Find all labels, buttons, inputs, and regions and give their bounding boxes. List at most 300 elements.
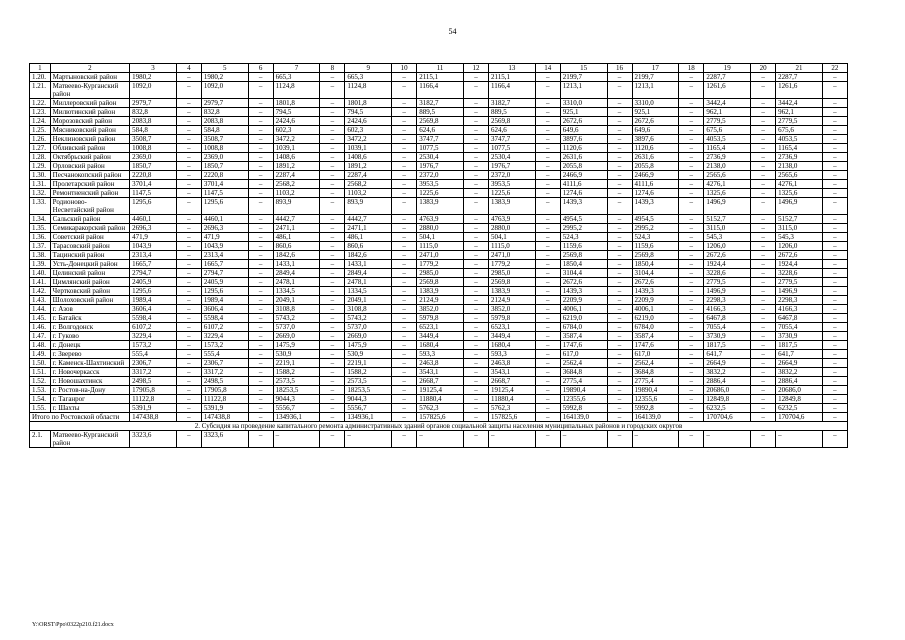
value-cell: 2995,2 [632, 224, 679, 233]
value-cell: 1213,1 [560, 82, 607, 99]
table-row [30, 242, 848, 251]
value-cell: – [751, 323, 776, 332]
value-cell: – [679, 296, 704, 305]
value-cell: 675,6 [704, 126, 751, 135]
row-number: 1.43. [30, 296, 51, 305]
value-cell: 2672,6 [560, 117, 607, 126]
value-cell: 1043,9 [130, 242, 177, 251]
value-cell: – [822, 242, 847, 251]
value-cell: 2794,7 [201, 269, 248, 278]
value-cell: 3606,4 [130, 305, 177, 314]
value-cell: – [751, 162, 776, 171]
value-cell: – [320, 233, 345, 242]
value-cell: – [822, 332, 847, 341]
value-cell: 675,6 [776, 126, 823, 135]
value-cell: – [176, 359, 201, 368]
value-cell: – [320, 359, 345, 368]
value-cell: 3543,1 [417, 368, 464, 377]
value-cell: – [392, 350, 417, 359]
value-cell: 3310,0 [560, 99, 607, 108]
value-cell: – [176, 171, 201, 180]
value-cell: 1496,9 [776, 198, 823, 215]
value-cell: 1008,8 [130, 144, 177, 153]
value-cell: 2849,4 [345, 269, 392, 278]
value-cell: – [463, 413, 488, 422]
value-cell: 18253,5 [273, 386, 320, 395]
column-number: 21 [776, 64, 823, 73]
value-cell: – [392, 82, 417, 99]
value-cell: – [607, 189, 632, 198]
value-cell: 1295,6 [130, 198, 177, 215]
table-row [30, 305, 848, 314]
column-number: 18 [679, 64, 704, 73]
value-cell: 1213,1 [632, 82, 679, 99]
row-number: 1.27. [30, 144, 51, 153]
value-cell: 3310,0 [632, 99, 679, 108]
value-cell: 6523,1 [417, 323, 464, 332]
value-cell: 5391,9 [130, 404, 177, 413]
value-cell: – [320, 180, 345, 189]
value-cell: – [392, 198, 417, 215]
value-cell: – [248, 233, 273, 242]
value-cell: 2779,5 [704, 117, 751, 126]
value-cell: 164139,0 [632, 413, 679, 422]
value-cell: – [320, 126, 345, 135]
value-cell: 1166,4 [417, 82, 464, 99]
value-cell: – [822, 251, 847, 260]
value-cell: 2115,1 [488, 73, 535, 82]
column-number: 2 [50, 64, 129, 73]
value-cell: 1092,0 [130, 82, 177, 99]
row-name: Семикаракорский район [50, 224, 129, 233]
value-cell: 5556,7 [345, 404, 392, 413]
value-cell: – [679, 108, 704, 117]
value-cell: – [463, 233, 488, 242]
value-cell: 524,3 [560, 233, 607, 242]
value-cell: 1496,9 [776, 287, 823, 296]
value-cell: – [679, 386, 704, 395]
row-name: Цимлянский район [50, 278, 129, 287]
value-cell: 5737,0 [345, 323, 392, 332]
table-row [30, 260, 848, 269]
value-cell: – [320, 171, 345, 180]
value-cell: – [535, 377, 560, 386]
value-cell: – [751, 180, 776, 189]
value-cell: – [751, 368, 776, 377]
value-cell: – [463, 224, 488, 233]
table-row [30, 269, 848, 278]
value-cell: 17905,8 [130, 386, 177, 395]
value-cell: 649,6 [632, 126, 679, 135]
value-cell: 2424,6 [345, 117, 392, 126]
value-cell: 584,8 [201, 126, 248, 135]
value-cell: 4006,1 [632, 305, 679, 314]
value-cell: – [751, 377, 776, 386]
value-cell: – [607, 287, 632, 296]
value-cell: 2055,8 [632, 162, 679, 171]
value-cell: 1588,2 [273, 368, 320, 377]
value-cell: – [392, 189, 417, 198]
value-cell: 2049,1 [345, 296, 392, 305]
value-cell: 4111,6 [632, 180, 679, 189]
value-cell: – [679, 395, 704, 404]
column-number: 1 [30, 64, 51, 73]
value-cell: – [535, 269, 560, 278]
value-cell: 925,1 [560, 108, 607, 117]
column-number: 7 [273, 64, 320, 73]
value-cell: 5391,9 [201, 404, 248, 413]
value-cell: 5743,2 [345, 314, 392, 323]
row-number: 1.21. [30, 82, 51, 99]
value-cell: 1383,9 [417, 198, 464, 215]
value-cell: – [751, 395, 776, 404]
value-cell: 1408,6 [273, 153, 320, 162]
value-cell: – [822, 224, 847, 233]
table-row [30, 278, 848, 287]
value-cell: 3587,4 [560, 332, 607, 341]
value-cell: 2672,6 [704, 251, 751, 260]
value-cell: – [535, 82, 560, 99]
value-cell: – [679, 189, 704, 198]
value-cell: – [751, 296, 776, 305]
value-cell: – [176, 341, 201, 350]
value-cell: 3108,8 [345, 305, 392, 314]
budget-table [29, 63, 848, 448]
value-cell: 1120,6 [632, 144, 679, 153]
value-cell: – [176, 386, 201, 395]
value-cell: – [463, 242, 488, 251]
value-cell: 641,7 [704, 350, 751, 359]
value-cell: – [176, 135, 201, 144]
row-number: 1.31. [30, 180, 51, 189]
value-cell: – [535, 126, 560, 135]
value-cell: – [463, 323, 488, 332]
row-name: Сальский район [50, 215, 129, 224]
value-cell: 2664,9 [776, 359, 823, 368]
row-name: г. Азов [50, 305, 129, 314]
value-cell: 524,3 [632, 233, 679, 242]
value-cell: – [248, 368, 273, 377]
file-path: Y:\ORST\Ppo\0322p210.f21.docx [32, 622, 114, 628]
value-cell: 2463,8 [488, 359, 535, 368]
row-number: 1.34. [30, 215, 51, 224]
row-number: 1.33. [30, 198, 51, 215]
row-number: 1.39. [30, 260, 51, 269]
value-cell: – [535, 341, 560, 350]
value-cell: 3115,0 [704, 224, 751, 233]
value-cell: 2115,1 [417, 73, 464, 82]
value-cell: – [463, 153, 488, 162]
table-row [30, 359, 848, 368]
table-row [30, 171, 848, 180]
value-cell: 2886,4 [704, 377, 751, 386]
value-cell: 2562,4 [632, 359, 679, 368]
value-cell: – [822, 287, 847, 296]
value-cell: – [751, 108, 776, 117]
value-cell: – [248, 82, 273, 99]
row-number: 1.25. [30, 126, 51, 135]
value-cell: 1989,4 [201, 296, 248, 305]
value-cell: 3701,4 [201, 180, 248, 189]
value-cell: – [822, 314, 847, 323]
value-cell: 1924,4 [704, 260, 751, 269]
value-cell: 3730,9 [776, 332, 823, 341]
value-cell: 3115,0 [776, 224, 823, 233]
value-cell: 2880,0 [417, 224, 464, 233]
value-cell: – [607, 144, 632, 153]
value-cell: – [392, 73, 417, 82]
value-cell: 6784,0 [632, 323, 679, 332]
value-cell: 1383,9 [488, 287, 535, 296]
value-cell: 1325,6 [704, 189, 751, 198]
value-cell: – [751, 404, 776, 413]
value-cell: – [176, 377, 201, 386]
value-cell: 1573,2 [130, 341, 177, 350]
value-cell: – [535, 251, 560, 260]
value-cell: – [176, 251, 201, 260]
value-cell: – [248, 215, 273, 224]
value-cell: 2471,0 [488, 251, 535, 260]
value-cell: – [607, 332, 632, 341]
value-cell: – [535, 404, 560, 413]
table-row [30, 82, 848, 99]
table-row [30, 296, 848, 305]
value-cell: – [176, 296, 201, 305]
value-cell: 1334,5 [345, 287, 392, 296]
value-cell: 2573,5 [345, 377, 392, 386]
value-cell: – [822, 126, 847, 135]
value-cell: – [320, 82, 345, 99]
value-cell: – [248, 73, 273, 82]
value-cell: – [320, 368, 345, 377]
value-cell: – [392, 108, 417, 117]
value-cell: 6784,0 [560, 323, 607, 332]
value-cell: 1573,2 [201, 341, 248, 350]
column-number: 11 [417, 64, 464, 73]
value-cell: 1588,2 [345, 368, 392, 377]
value-cell: 1039,1 [345, 144, 392, 153]
value-cell: – [822, 198, 847, 215]
value-cell: – [822, 404, 847, 413]
column-number: 10 [392, 64, 417, 73]
value-cell: 3701,4 [130, 180, 177, 189]
value-cell: 2424,6 [273, 117, 320, 126]
value-cell: 3730,9 [704, 332, 751, 341]
value-cell: 1039,1 [273, 144, 320, 153]
value-cell: – [320, 162, 345, 171]
value-cell: – [248, 153, 273, 162]
value-cell: 1779,2 [417, 260, 464, 269]
value-cell: – [248, 180, 273, 189]
value-cell: – [273, 431, 320, 448]
row-name: г. Гуково [50, 332, 129, 341]
value-cell: 3108,8 [273, 305, 320, 314]
table-row [30, 153, 848, 162]
row-number: 1.46. [30, 323, 51, 332]
value-cell: 11122,8 [130, 395, 177, 404]
value-cell: 5992,8 [560, 404, 607, 413]
value-cell: – [535, 189, 560, 198]
value-cell: 1439,3 [560, 198, 607, 215]
value-cell: 2880,0 [488, 224, 535, 233]
value-cell: – [463, 73, 488, 82]
value-cell: – [463, 99, 488, 108]
value-cell: 1680,4 [488, 341, 535, 350]
value-cell: 3852,0 [417, 305, 464, 314]
row-name: Пролетарский район [50, 180, 129, 189]
value-cell: – [751, 198, 776, 215]
value-cell: – [822, 305, 847, 314]
value-cell: 5762,3 [488, 404, 535, 413]
column-number: 4 [176, 64, 201, 73]
value-cell: – [248, 305, 273, 314]
value-cell: – [607, 126, 632, 135]
value-cell: 2979,7 [201, 99, 248, 108]
value-cell: – [535, 431, 560, 448]
value-cell: 1850,4 [632, 260, 679, 269]
value-cell: 889,5 [417, 108, 464, 117]
value-cell: 147438,8 [201, 413, 248, 422]
value-cell: – [535, 296, 560, 305]
value-cell: 2565,6 [704, 171, 751, 180]
value-cell: – [463, 341, 488, 350]
value-cell: – [607, 135, 632, 144]
value-cell: – [822, 108, 847, 117]
value-cell: 1295,6 [201, 287, 248, 296]
value-cell: 2498,5 [201, 377, 248, 386]
value-cell: 2306,7 [201, 359, 248, 368]
value-cell: – [392, 305, 417, 314]
value-cell: 1383,9 [417, 287, 464, 296]
value-cell: 602,3 [345, 126, 392, 135]
value-cell: 832,8 [130, 108, 177, 117]
value-cell: – [248, 99, 273, 108]
value-cell: – [822, 350, 847, 359]
value-cell: – [679, 431, 704, 448]
value-cell: 1166,4 [488, 82, 535, 99]
value-cell: – [463, 162, 488, 171]
value-cell: – [320, 305, 345, 314]
value-cell: – [822, 135, 847, 144]
value-cell: – [392, 180, 417, 189]
value-cell: – [463, 117, 488, 126]
value-cell: 9044,3 [273, 395, 320, 404]
value-cell: – [679, 341, 704, 350]
value-cell: – [248, 359, 273, 368]
value-cell: 545,3 [776, 233, 823, 242]
row-number: 1.55. [30, 404, 51, 413]
row-number: 1.45. [30, 314, 51, 323]
value-cell: – [751, 233, 776, 242]
value-cell: – [822, 368, 847, 377]
value-cell: 2287,7 [704, 73, 751, 82]
value-cell: 3449,4 [488, 332, 535, 341]
value-cell: 4006,1 [560, 305, 607, 314]
value-cell: 4053,5 [776, 135, 823, 144]
section-title: 2. Субсидия на проведение капитального ремонта административных зданий органов социальной защиты населения муниципальных районов и городских округов [30, 422, 848, 431]
value-cell: 1092,0 [201, 82, 248, 99]
value-cell: – [535, 135, 560, 144]
table-row [30, 350, 848, 359]
table-row [30, 377, 848, 386]
value-cell: – [679, 198, 704, 215]
value-cell: – [822, 341, 847, 350]
value-cell: 3953,5 [417, 180, 464, 189]
value-cell: 3684,8 [632, 368, 679, 377]
value-cell: – [751, 413, 776, 422]
value-cell: – [320, 73, 345, 82]
value-cell: – [463, 296, 488, 305]
row-name: Песчанокопский район [50, 171, 129, 180]
value-cell: – [392, 314, 417, 323]
value-cell: – [751, 350, 776, 359]
value-cell: – [417, 431, 464, 448]
value-cell: 2471,0 [417, 251, 464, 260]
value-cell: – [320, 117, 345, 126]
value-cell: 4763,9 [488, 215, 535, 224]
value-cell: – [607, 73, 632, 82]
value-cell: – [463, 144, 488, 153]
column-number: 15 [560, 64, 607, 73]
value-cell: – [535, 171, 560, 180]
value-cell: – [822, 215, 847, 224]
value-cell: 1433,1 [345, 260, 392, 269]
value-cell: – [679, 242, 704, 251]
value-cell: 3897,6 [632, 135, 679, 144]
value-cell: 11880,4 [488, 395, 535, 404]
value-cell: – [535, 350, 560, 359]
value-cell: 1439,3 [632, 198, 679, 215]
value-cell: 1295,6 [201, 198, 248, 215]
value-cell: – [392, 323, 417, 332]
column-number: 22 [822, 64, 847, 73]
value-cell: – [248, 386, 273, 395]
value-cell: – [392, 171, 417, 180]
value-cell: – [751, 215, 776, 224]
value-cell: – [248, 242, 273, 251]
value-cell: 4954,5 [560, 215, 607, 224]
value-cell: – [535, 260, 560, 269]
value-cell: – [607, 404, 632, 413]
value-cell: – [679, 135, 704, 144]
value-cell: – [822, 377, 847, 386]
row-name: Шолоховский район [50, 296, 129, 305]
value-cell: – [535, 242, 560, 251]
value-cell: – [463, 171, 488, 180]
row-number: 1.47. [30, 332, 51, 341]
value-cell: 1225,6 [417, 189, 464, 198]
value-cell: 3182,7 [488, 99, 535, 108]
value-cell: 1680,4 [417, 341, 464, 350]
table-row [30, 198, 848, 215]
value-cell: 602,3 [273, 126, 320, 135]
table-body [30, 64, 848, 448]
value-cell: 3323,6 [130, 431, 177, 448]
value-cell: 1206,0 [704, 242, 751, 251]
value-cell: 3228,6 [776, 269, 823, 278]
value-cell: – [607, 377, 632, 386]
value-cell: – [392, 332, 417, 341]
value-cell: 1496,9 [704, 287, 751, 296]
value-cell: 2498,5 [130, 377, 177, 386]
value-cell: 20686,0 [704, 386, 751, 395]
row-name: Тацинский район [50, 251, 129, 260]
value-cell: 4166,3 [704, 305, 751, 314]
value-cell: – [392, 287, 417, 296]
value-cell: 2779,5 [776, 117, 823, 126]
value-cell: – [822, 323, 847, 332]
value-cell: 5992,8 [632, 404, 679, 413]
